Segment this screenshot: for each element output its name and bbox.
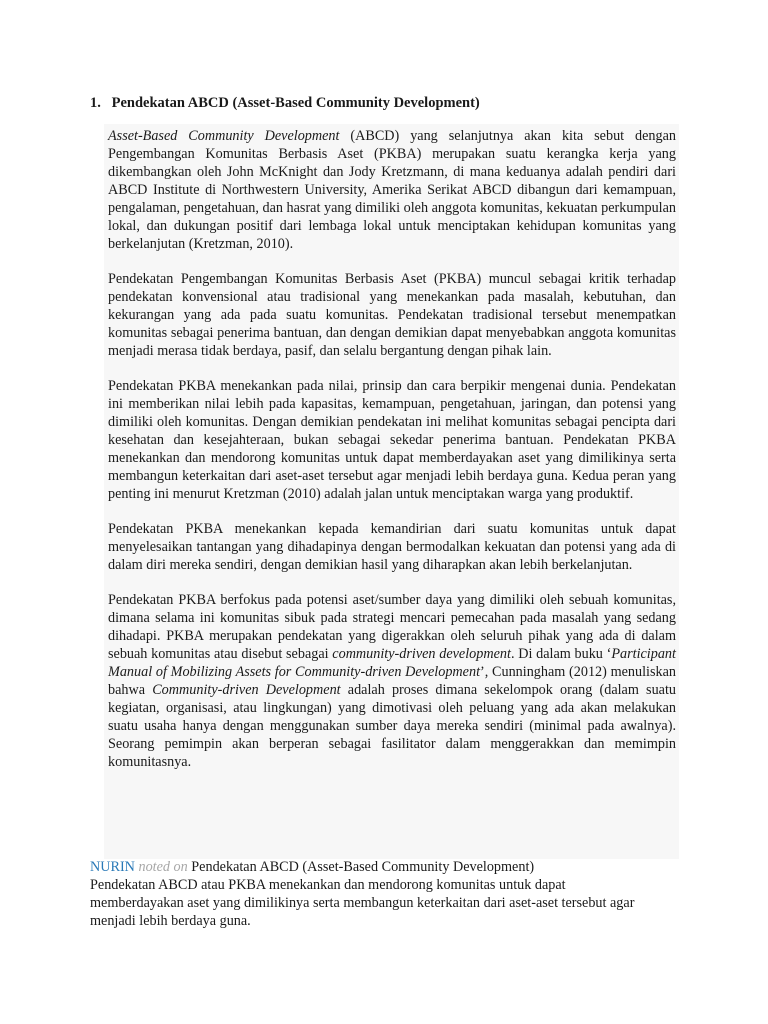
annotation-verb: noted on: [138, 859, 188, 875]
paragraph-5-italic-3: Community-driven Development: [152, 682, 341, 698]
section-number: 1.: [90, 95, 101, 111]
paragraph-1-text: (ABCD) yang selanjutnya akan kita sebut dengan Pengembangan Komunitas Berbasis Aset (PKBA) merupakan suatu kerangka kerja yang dikembangkan oleh John McKnight dan Jody Kretzmann, di mana keduanya adalah pendiri dari ABCD Institute di Northwestern University, Amerika Serikat ABCD dibangun dari kemampuan, pengalaman, pengetahuan, dan hasrat yang dimiliki oleh anggota komunitas, kekuatan perkumpulan lokal, dan dukungan positif dari lembaga lokal untuk menciptakan kehidupan komunitas yang berkelanjutan (Kretzman, 2010).: [108, 128, 677, 252]
paragraph-3: Pendekatan PKBA menekankan pada nilai, prinsip dan cara berpikir mengenai dunia. Pendekatan ini memberikan nilai lebih pada kapasitas, kemampuan, pengetahuan, jaringan, dan potensi yang dimiliki oleh komunitas. Dengan demikian pendekatan ini melihat komunitas sebagai pencipta dari kesehatan dan kesejahteraan, bukan sebagai sekedar penerima bantuan. Pendekatan PKBA menekankan dan mendorong komunitas untuk dapat memberdayakan aset yang dimilikinya serta membangun keterkaitan dari aset-aset tersebut agar menjadi lebih berdaya guna. Kedua peran yang penting ini menurut Kretzman (2010) adalah jalan untuk menciptakan warga yang produktif.: [108, 378, 676, 502]
section-body: [108, 127, 676, 771]
paragraph-4: Pendekatan PKBA menekankan kepada kemandirian dari suatu komunitas untuk dapat menyelesaikan tantangan yang dihadapinya dengan bermodalkan kekuatan dan potensi yang ada di dalam diri mereka sendiri, dengan demikian hasil yang diharapkan akan lebih berkelanjutan.: [108, 521, 676, 573]
paragraph-1: [108, 127, 676, 253]
section-heading: [90, 94, 690, 112]
annotation-header: [90, 858, 660, 876]
annotation-note: [90, 858, 660, 930]
annotation-target: Pendekatan ABCD (Asset-Based Community Development): [191, 859, 535, 875]
annotation-author-link[interactable]: NURIN: [90, 859, 135, 875]
paragraph-5-text-4: adalah proses dimana sekelompok orang (dalam suatu kegiatan, organisasi, atau lingkungan) yang dimotivasi oleh peluang yang ada akan melakukan suatu usaha hanya dengan menggunakan sumber daya mereka sendiri (minimal pada awalnya). Seorang pemimpin akan berperan sebagai fasilitator dalam menggerakkan dan memimpin komunitasnya.: [108, 682, 677, 770]
paragraph-5-italic-1: community-driven development: [332, 646, 511, 662]
paragraph-5-text-1: Pendekatan PKBA berfokus pada potensi aset/sumber daya yang dimiliki oleh sebuah komunitas, dimana selama ini komunitas sibuk pada strategi mencari pemecahan pada masalah yang sedang dihadapi. PKBA merupakan pendekatan yang digerakkan oleh seluruh pihak yang ada di dalam sebuah komunitas atau disebut sebagai: [108, 592, 676, 662]
paragraph-5-italic-book-title: Participant Manual of Mobilizing Assets for Community-driven Development: [108, 646, 676, 680]
paragraph-1-italic-term: Asset-Based Community Development: [108, 128, 340, 144]
paragraph-5-text-2: . Di dalam buku ‘: [510, 646, 612, 662]
paragraph-5-text-3: ’, Cunningham (2012) menuliskan bahwa: [108, 664, 676, 698]
annotation-text: Pendekatan ABCD atau PKBA menekankan dan mendorong komunitas untuk dapat memberdayakan aset yang dimilikinya serta membangun keterkaitan dari aset-aset tersebut agar menjadi lebih berdaya guna.: [90, 877, 635, 929]
paragraph-2: Pendekatan Pengembangan Komunitas Berbasis Aset (PKBA) muncul sebagai kritik terhadap pendekatan konvensional atau tradisional yang menekankan pada masalah, kebutuhan, dan kekurangan yang ada pada suatu komunitas. Pendekatan tradisional tersebut menempatkan komunitas sebagai penerima bantuan, dan dengan demikian dapat menyebabkan anggota komunitas menjadi merasa tidak berdaya, pasif, dan selalu bergantung dengan pihak lain.: [108, 271, 676, 359]
section-title: Pendekatan ABCD (Asset-Based Community Development): [111, 95, 480, 111]
paragraph-5: [108, 591, 676, 771]
